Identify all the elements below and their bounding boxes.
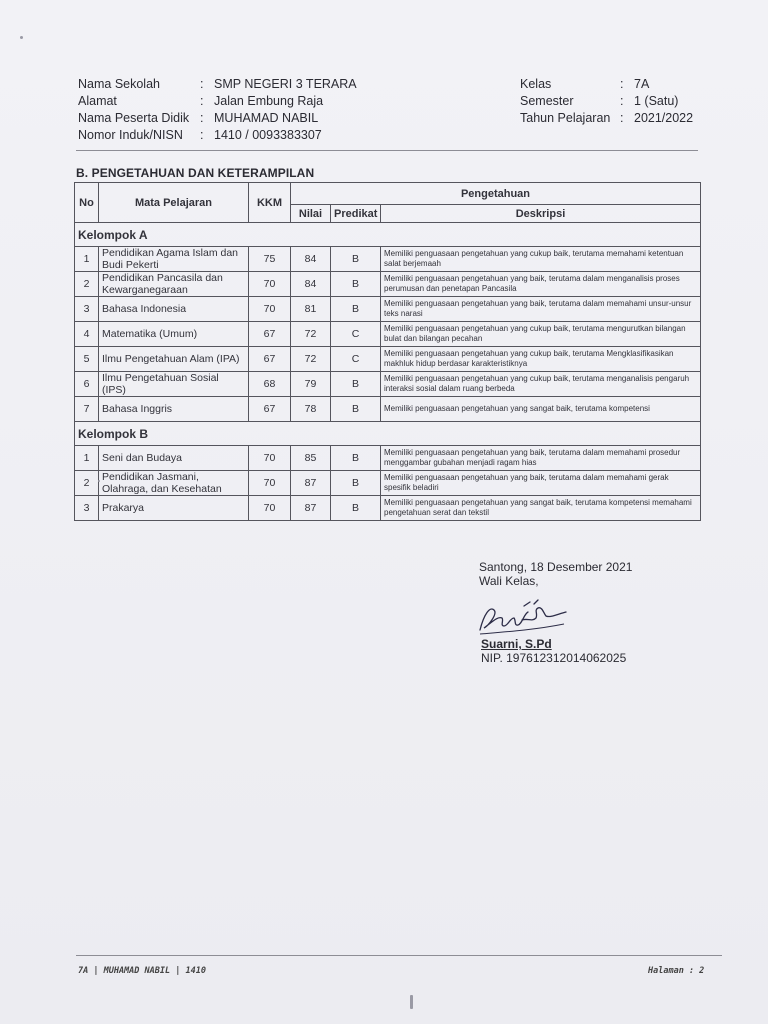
predicate-value: B (331, 471, 381, 496)
kkm-value: 67 (249, 347, 291, 372)
info-separator: : (200, 94, 204, 108)
signature-role: Wali Kelas, (479, 574, 539, 588)
info-separator: : (620, 94, 624, 108)
info-row (78, 127, 357, 144)
header-knowledge: Pengetahuan (291, 183, 701, 205)
info-value: 7A (634, 77, 650, 91)
info-label: Semester (520, 94, 574, 108)
group-row (75, 422, 701, 446)
info-row (78, 76, 357, 93)
kkm-value: 75 (249, 247, 291, 272)
score-value: 84 (291, 247, 331, 272)
predicate-value: B (331, 247, 381, 272)
teacher-nip: NIP. 197612312014062025 (481, 651, 627, 665)
kkm-value: 70 (249, 471, 291, 496)
score-value: 72 (291, 347, 331, 372)
subject-name: Pendidikan Pancasila dan Kewarganegaraan (99, 272, 249, 297)
description-text: Memiliki penguasaan pengetahuan yang cukup baik, terutama Mengklasifikasikan makhluk hidup berdasar karakteristiknya (381, 347, 701, 372)
info-label: Kelas (520, 77, 552, 91)
score-value: 78 (291, 397, 331, 422)
row-number: 3 (75, 496, 99, 521)
info-value: 1 (Satu) (634, 94, 679, 108)
description-text: Memiliki penguasaan pengetahuan yang sangat baik, terutama kompetensi (381, 397, 701, 422)
score-value: 87 (291, 496, 331, 521)
teacher-name: Suarni, S.Pd (481, 637, 552, 651)
description-text: Memiliki penguasaan pengetahuan yang baik, terutama dalam memahami unsur-unsur teks narasi (381, 297, 701, 322)
row-number: 1 (75, 247, 99, 272)
info-row (520, 110, 693, 127)
table-row (75, 272, 701, 297)
predicate-value: C (331, 322, 381, 347)
row-number: 6 (75, 372, 99, 397)
subject-name: Ilmu Pengetahuan Sosial (IPS) (99, 372, 249, 397)
student-info-left (78, 76, 357, 144)
table-row (75, 297, 701, 322)
header-score: Nilai (291, 205, 331, 223)
subject-name: Pendidikan Jasmani, Olahraga, dan Kesehatan (99, 471, 249, 496)
row-number: 7 (75, 397, 99, 422)
table-row (75, 347, 701, 372)
paper-speck (98, 480, 100, 482)
signature-place-date: Santong, 18 Desember 2021 (479, 560, 633, 574)
row-number: 5 (75, 347, 99, 372)
predicate-value: B (331, 397, 381, 422)
footer-divider (76, 955, 722, 956)
info-separator: : (620, 77, 624, 91)
info-separator: : (200, 111, 204, 125)
header-no: No (75, 183, 99, 223)
handwritten-signature (474, 596, 574, 640)
info-label: Nomor Induk/NISN (78, 128, 183, 142)
description-text: Memiliki penguasaan pengetahuan yang cukup baik, terutama memahami ketentuan salat berjemaah (381, 247, 701, 272)
row-number: 4 (75, 322, 99, 347)
row-number: 3 (75, 297, 99, 322)
subject-name: Ilmu Pengetahuan Alam (IPA) (99, 347, 249, 372)
kkm-value: 68 (249, 372, 291, 397)
header-predicate: Predikat (331, 205, 381, 223)
info-row (520, 93, 693, 110)
row-number: 1 (75, 446, 99, 471)
info-label: Nama Peserta Didik (78, 111, 190, 125)
info-row (78, 110, 357, 127)
subject-name: Matematika (Umum) (99, 322, 249, 347)
paper-speck (410, 995, 413, 1009)
info-label: Tahun Pelajaran (520, 111, 611, 125)
header-kkm: KKM (249, 183, 291, 223)
description-text: Memiliki penguasaan pengetahuan yang sangat baik, terutama kompetensi memahami pengetahuan serat dan tekstil (381, 496, 701, 521)
description-text: Memiliki penguasaan pengetahuan yang baik, terutama dalam memahami prosedur menggambar gubahan menjadi ragam hias (381, 446, 701, 471)
kkm-value: 70 (249, 297, 291, 322)
grades-table (74, 182, 701, 521)
info-value: 1410 / 0093383307 (214, 128, 322, 142)
predicate-value: B (331, 496, 381, 521)
table-row (75, 322, 701, 347)
student-info-right (520, 76, 693, 127)
table-row (75, 446, 701, 471)
table-row (75, 247, 701, 272)
footer-student: 7A | MUHAMAD NABIL | 1410 (78, 966, 206, 976)
subject-name: Pendidikan Agama Islam dan Budi Pekerti (99, 247, 249, 272)
kkm-value: 70 (249, 272, 291, 297)
subject-name: Bahasa Indonesia (99, 297, 249, 322)
score-value: 87 (291, 471, 331, 496)
row-number: 2 (75, 471, 99, 496)
group-row (75, 223, 701, 247)
score-value: 85 (291, 446, 331, 471)
group-name: Kelompok A (75, 223, 701, 247)
score-value: 79 (291, 372, 331, 397)
score-value: 72 (291, 322, 331, 347)
info-value: Jalan Embung Raja (214, 94, 324, 108)
predicate-value: B (331, 272, 381, 297)
subject-name: Prakarya (99, 496, 249, 521)
predicate-value: B (331, 297, 381, 322)
info-label: Alamat (78, 94, 117, 108)
description-text: Memiliki penguasaan pengetahuan yang baik, terutama dalam menganalisis proses perumusan dan penetapan Pancasila (381, 272, 701, 297)
signature-block (479, 560, 632, 588)
header-divider (76, 150, 698, 151)
footer-page-number: Halaman : 2 (648, 966, 705, 976)
predicate-value: B (331, 372, 381, 397)
subject-name: Seni dan Budaya (99, 446, 249, 471)
description-text: Memiliki penguasaan pengetahuan yang cukup baik, terutama menganalisis pengaruh interaksi sosial dalam ruang berbeda (381, 372, 701, 397)
info-row (78, 93, 357, 110)
description-text: Memiliki penguasaan pengetahuan yang baik, terutama dalam memahami gerak spesifik beladiri (381, 471, 701, 496)
table-row (75, 372, 701, 397)
subject-name: Bahasa Inggris (99, 397, 249, 422)
table-row (75, 397, 701, 422)
info-label: Nama Sekolah (78, 77, 160, 91)
kkm-value: 67 (249, 322, 291, 347)
info-separator: : (200, 128, 204, 142)
predicate-value: C (331, 347, 381, 372)
predicate-value: B (331, 446, 381, 471)
section-title: B. PENGETAHUAN DAN KETERAMPILAN (76, 166, 315, 180)
kkm-value: 67 (249, 397, 291, 422)
info-separator: : (200, 77, 204, 91)
table-row (75, 496, 701, 521)
table-row (75, 471, 701, 496)
info-value: SMP NEGERI 3 TERARA (214, 77, 357, 91)
info-value: 2021/2022 (634, 111, 694, 125)
header-subject: Mata Pelajaran (99, 183, 249, 223)
score-value: 81 (291, 297, 331, 322)
group-name: Kelompok B (75, 422, 701, 446)
header-description: Deskripsi (381, 205, 701, 223)
info-row (520, 76, 693, 93)
paper-speck (20, 36, 23, 39)
row-number: 2 (75, 272, 99, 297)
kkm-value: 70 (249, 446, 291, 471)
info-separator: : (620, 111, 624, 125)
info-value: MUHAMAD NABIL (214, 111, 319, 125)
score-value: 84 (291, 272, 331, 297)
description-text: Memiliki penguasaan pengetahuan yang cukup baik, terutama mengurutkan bilangan bulat dan bilangan pecahan (381, 322, 701, 347)
kkm-value: 70 (249, 496, 291, 521)
